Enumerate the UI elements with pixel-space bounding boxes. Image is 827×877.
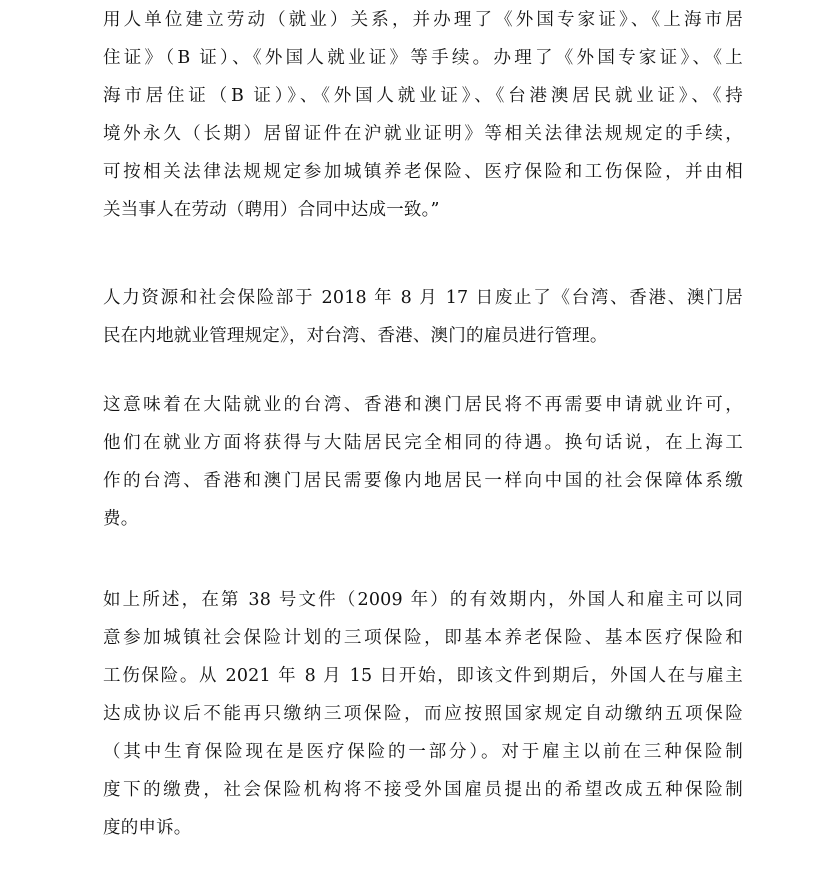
text-line: 人力资源和社会保险部于 2018 年 8 月 17 日废止了《台湾、香港、澳门居 [103, 288, 743, 308]
text-line: （其中生育保险现在是医疗保险的一部分）。对于雇主以前在三种保险制 [103, 742, 743, 762]
paragraph-registration-procedures [103, 1, 743, 229]
text-line: 可按相关法律法规规定参加城镇养老保险、医疗保险和工伤保险，并由相 [103, 162, 743, 182]
text-line: 他们在就业方面将获得与大陆居民完全相同的待遇。换句话说，在上海工 [103, 433, 743, 453]
text-line: 作的台湾、香港和澳门居民需要像内地居民一样向中国的社会保障体系缴 [103, 471, 743, 491]
text-line: 民在内地就业管理规定》，对台湾、香港、澳门的雇员进行管理。 [103, 326, 608, 346]
paragraph-five-insurances [103, 581, 743, 847]
paragraph-equal-treatment [103, 386, 743, 538]
text-line: 用人单位建立劳动（就业）关系，并办理了《外国专家证》、《上海市居 [103, 10, 743, 30]
text-line: 这意味着在大陆就业的台湾、香港和澳门居民将不再需要申请就业许可， [103, 395, 743, 415]
text-line: 境外永久（长期）居留证件在沪就业证明》等相关法律法规规定的手续， [103, 124, 743, 144]
text-line: 达成协议后不能再只缴纳三项保险，而应按照国家规定自动缴纳五项保险 [103, 704, 743, 724]
text-line: 度的申诉。 [103, 818, 192, 838]
paragraph-regulation-repeal [103, 279, 743, 355]
text-line: 关当事人在劳动（聘用）合同中达成一致。” [103, 200, 440, 220]
text-line: 如上所述，在第 38 号文件（2009 年）的有效期内，外国人和雇主可以同 [103, 590, 743, 610]
text-line: 意参加城镇社会保险计划的三项保险，即基本养老保险、基本医疗保险和 [103, 628, 743, 648]
text-line: 度下的缴费，社会保险机构将不接受外国雇员提出的希望改成五种保险制 [103, 780, 743, 800]
text-line: 海市居住证（B 证）》、《外国人就业证》、《台港澳居民就业证》、《持 [103, 86, 743, 106]
text-line: 工伤保险。从 2021 年 8 月 15 日开始，即该文件到期后，外国人在与雇主 [103, 666, 743, 686]
text-line: 费。 [103, 509, 139, 529]
text-line: 住证》（B 证）、《外国人就业证》等手续。办理了《外国专家证》、《上 [103, 48, 743, 68]
